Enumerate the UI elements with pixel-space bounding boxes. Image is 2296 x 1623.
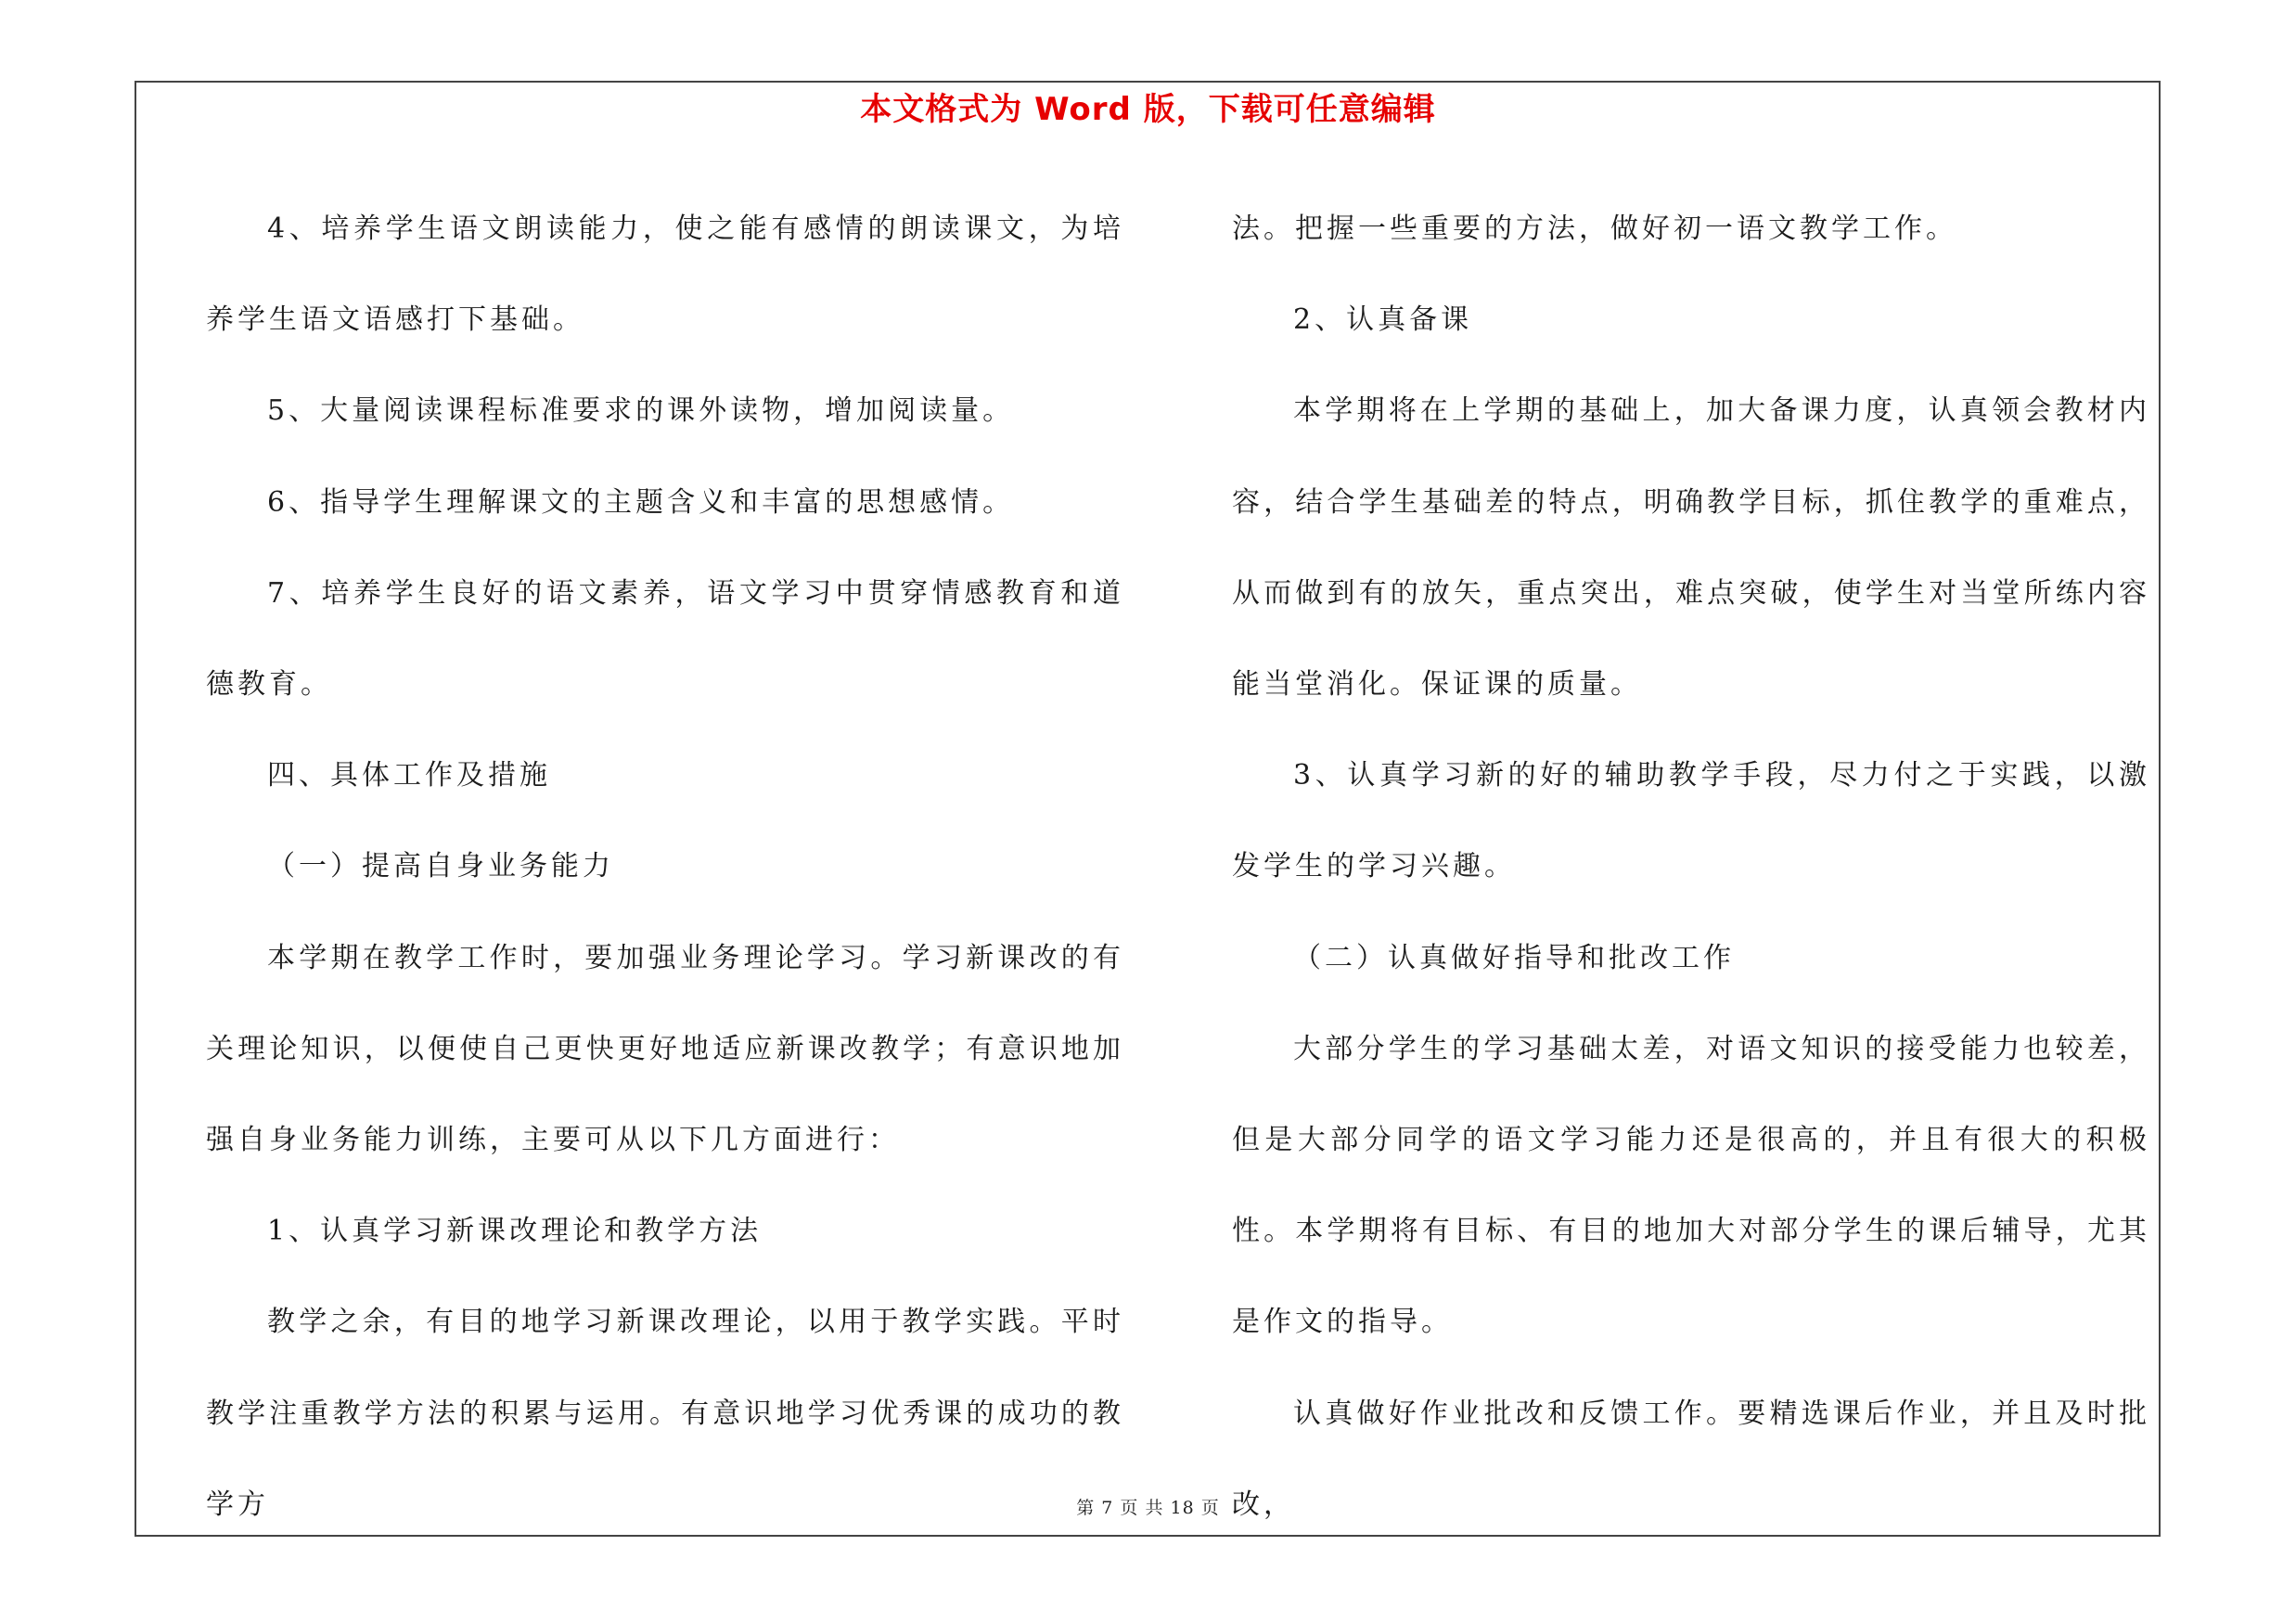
right-column [1232,184,2150,1551]
paragraph: 大部分学生的学习基础太差，对语文知识的接受能力也较差，但是大部分同学的语文学习能力还是很高的，并且有很大的积极性。本学期将有目标、有目的地加大对部分学生的课后辅导，尤其是作文的指导。 [1232,1032,2150,1339]
page-number: 第 7 页 共 18 页 [1076,1498,1220,1518]
paragraph: 5、大量阅读课程标准要求的课外读物，增加阅读量。 [267,394,1015,428]
subsection-heading: （一）提高自身业务能力 [267,850,614,883]
paragraph-continued: 法。把握一些重要的方法，做好初一语文教学工作。 [1232,213,1957,245]
paragraph: 教学之余，有目的地学习新课改理论，以用于教学实践。平时教学注重教学方法的积累与运用。有意识地学习优秀课的成功的教学方 [206,1306,1124,1521]
paragraph: 4、培养学生语文朗读能力，使之能有感情的朗读课文，为培养学生语文语感打下基础。 [206,213,1124,337]
paragraph: 本学期在教学工作时，要加强业务理论学习。学习新课改的有关理论知识，以便使自己更快更好地适应新课改教学；有意识地加强自身业务能力训练，主要可从以下几方面进行： [206,941,1124,1157]
format-banner: 本文格式为 Word 版，下载可任意编辑 [860,91,1436,128]
paragraph: 6、指导学生理解课文的主题含义和丰富的思想感情。 [267,485,1015,519]
paragraph: 7、培养学生良好的语文素养，语文学习中贯穿情感教育和道德教育。 [206,576,1124,702]
paragraph: 认真做好作业批改和反馈工作。要精选课后作业，并且及时批改， [1232,1397,2150,1521]
left-column [206,184,1124,1551]
section-heading: 四、具体工作及措施 [267,759,551,792]
paragraph: 3、认真学习新的好的辅助教学手段，尽力付之于实践，以激发学生的学习兴趣。 [1232,759,2150,883]
paragraph: 本学期将在上学期的基础上，加大备课力度，认真领会教材内容，结合学生基础差的特点，明确教学目标，抓住教学的重难点，从而做到有的放矢，重点突出，难点突破，使学生对当堂所练内容能当堂消化。保证课的质量。 [1232,394,2150,702]
subsection-heading: （二）认真做好指导和批改工作 [1293,941,1735,974]
item-heading: 1、认真学习新课改理论和教学方法 [267,1215,763,1248]
item-heading: 2、认真备课 [1293,303,1473,337]
